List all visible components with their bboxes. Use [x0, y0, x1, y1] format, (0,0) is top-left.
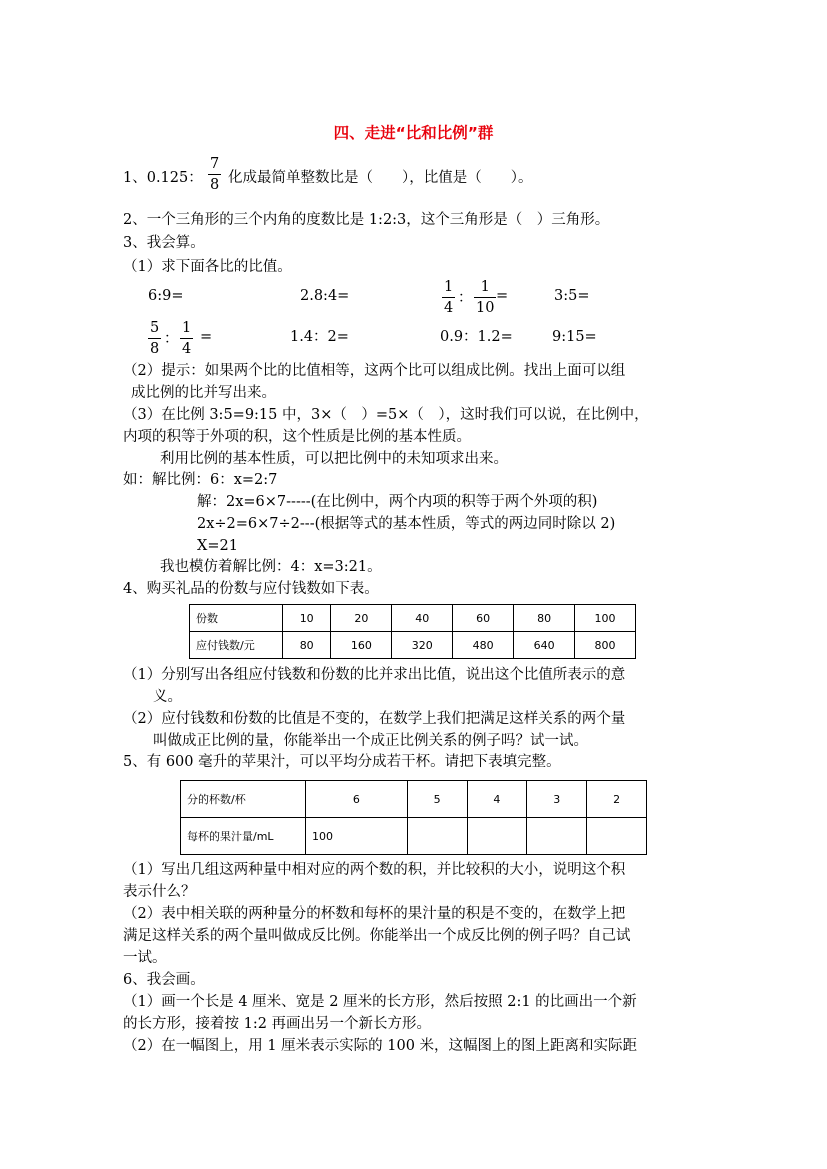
q6-title: 6、我会画。 [123, 972, 205, 988]
ratio-eq: = [200, 329, 213, 345]
table-cell: 5 [407, 781, 467, 818]
table-cell: 480 [453, 632, 514, 659]
table-row [190, 632, 636, 659]
table-header-cell: 份数 [190, 605, 283, 632]
paragraph-line: （2）在一幅图上，用 1 厘米表示实际的 100 米，这幅图上的图上距离和实际距 [123, 1038, 638, 1054]
example-line: 如：解比例：6：x=2:7 [123, 472, 278, 488]
table-cell-blank[interactable] [407, 818, 467, 855]
paragraph-line: 的长方形，接着按 1:2 再画出另一个新长方形。 [123, 1016, 432, 1032]
table-cell: 40 [392, 605, 453, 632]
table-cell: 4 [467, 781, 527, 818]
paragraph-line: （2）提示：如果两个比的比值相等，这两个比可以组成比例。找出上面可以组 [123, 363, 626, 379]
paragraph-line: 内项的积等于外项的积，这个性质是比例的基本性质。 [123, 429, 471, 445]
ratio-item: 1.4：2= [290, 329, 349, 345]
table-row [181, 818, 647, 855]
table-header-cell: 分的杯数/杯 [181, 781, 306, 818]
q2-text: 2、一个三角形的三个内角的度数比是 1:2:3，这个三角形是（ ）三角形。 [123, 212, 610, 228]
ratio-item: 3:5= [554, 288, 590, 304]
paragraph-line: 成比例的比并写出来。 [131, 385, 276, 401]
q5-title: 5、有 600 毫升的苹果汁，可以平均分成若干杯。请把下表填完整。 [123, 754, 561, 770]
table-cell: 80 [283, 632, 331, 659]
table-cell: 3 [527, 781, 587, 818]
table-cell-blank[interactable] [587, 818, 647, 855]
fraction [474, 278, 496, 317]
ratio-eq: = [496, 288, 509, 304]
paragraph-line: 满足这样关系的两个量叫做成反比例。你能举出一个成反比例的例子吗？自己试 [123, 928, 631, 944]
table-cell: 20 [331, 605, 392, 632]
table-row [181, 781, 647, 818]
fraction [442, 278, 455, 317]
ratio-item: 2.8:4= [300, 288, 350, 304]
paragraph-line: 表示什么？ [123, 884, 196, 900]
paragraph-line: 一试。 [123, 950, 167, 966]
table-row [190, 605, 636, 632]
q3-p1: （1）求下面各比的比值。 [123, 259, 292, 275]
table-cell: 100 [575, 605, 636, 632]
table-cell: 320 [392, 632, 453, 659]
q1-suffix: 化成最简单整数比是（ ），比值是（ ）。 [228, 170, 533, 186]
table-cell: 6 [306, 781, 408, 818]
frac-den: 4 [182, 341, 192, 357]
table-cell: 80 [514, 605, 575, 632]
table-cell-blank[interactable] [527, 818, 587, 855]
paragraph-line: （2）表中相关联的两种量分的杯数和每杯的果汁量的积是不变的，在数学上把 [123, 906, 626, 922]
paragraph-line: 义。 [153, 689, 182, 705]
paragraph-line: （1）写出几组这两种量中相对应的两个数的积，并比较积的大小，说明这个积 [123, 862, 626, 878]
frac-den: 8 [210, 177, 220, 193]
example-line: 2x÷2=6×7÷2---(根据等式的基本性质，等式的两边同时除以 2) [197, 516, 616, 532]
ratio-item: 6:9= [148, 288, 184, 304]
example-line: 解：2x=6×7-----(在比例中，两个内项的积等于两个外项的积) [197, 494, 598, 510]
frac-num: 1 [182, 320, 192, 336]
ratio-sep: ： [164, 331, 179, 347]
table-cell: 10 [283, 605, 331, 632]
frac-den: 10 [476, 300, 495, 316]
table-cell: 60 [453, 605, 514, 632]
paragraph-line: （1）画一个长是 4 厘米、宽是 2 厘米的长方形，然后按照 2:1 的比画出一个新 [123, 994, 637, 1010]
table-cell: 800 [575, 632, 636, 659]
q4-title: 4、购买礼品的份数与应付钱数如下表。 [123, 581, 379, 597]
example-line: 我也模仿着解比例：4：x=3:21。 [160, 559, 382, 575]
price-table [189, 604, 636, 659]
table-header-cell: 应付钱数/元 [190, 632, 283, 659]
q1-fraction [208, 155, 221, 194]
table-header-cell: 每杯的果汁量/mL [181, 818, 306, 855]
frac-den: 8 [150, 341, 160, 357]
ratio-item: 0.9：1.2= [440, 329, 513, 345]
juice-table [180, 780, 647, 855]
table-cell-blank[interactable] [467, 818, 527, 855]
frac-num: 1 [480, 279, 490, 295]
table-cell: 160 [331, 632, 392, 659]
table-cell: 100 [306, 818, 408, 855]
paragraph-line: 利用比例的基本性质，可以把比例中的未知项求出来。 [160, 451, 508, 467]
table-cell: 2 [587, 781, 647, 818]
q1-prefix: 1、0.125： [123, 170, 203, 186]
fraction [180, 319, 193, 358]
paragraph-line: （1）分别写出各组应付钱数和份数的比并求出比值，说出这个比值所表示的意 [123, 667, 626, 683]
table-cell: 640 [514, 632, 575, 659]
q3-title: 3、我会算。 [123, 235, 205, 251]
paragraph-line: 叫做成正比例的量，你能举出一个成正比例关系的例子吗？试一试。 [153, 733, 588, 749]
frac-num: 7 [210, 156, 220, 172]
frac-num: 5 [150, 320, 160, 336]
paragraph-line: （2）应付钱数和份数的比值是不变的，在数学上我们把满足这样关系的两个量 [123, 711, 626, 727]
ratio-sep: ： [458, 290, 473, 306]
frac-den: 4 [444, 300, 454, 316]
frac-num: 1 [444, 279, 454, 295]
page-title: 四、走进“比和比例”群 [333, 124, 494, 142]
example-line: X=21 [197, 538, 238, 554]
fraction [148, 319, 161, 358]
ratio-item: 9:15= [552, 329, 597, 345]
paragraph-line: （3）在比例 3:5=9:15 中，3×（ ）=5×（ ），这时我们可以说，在比例中， [123, 407, 649, 423]
